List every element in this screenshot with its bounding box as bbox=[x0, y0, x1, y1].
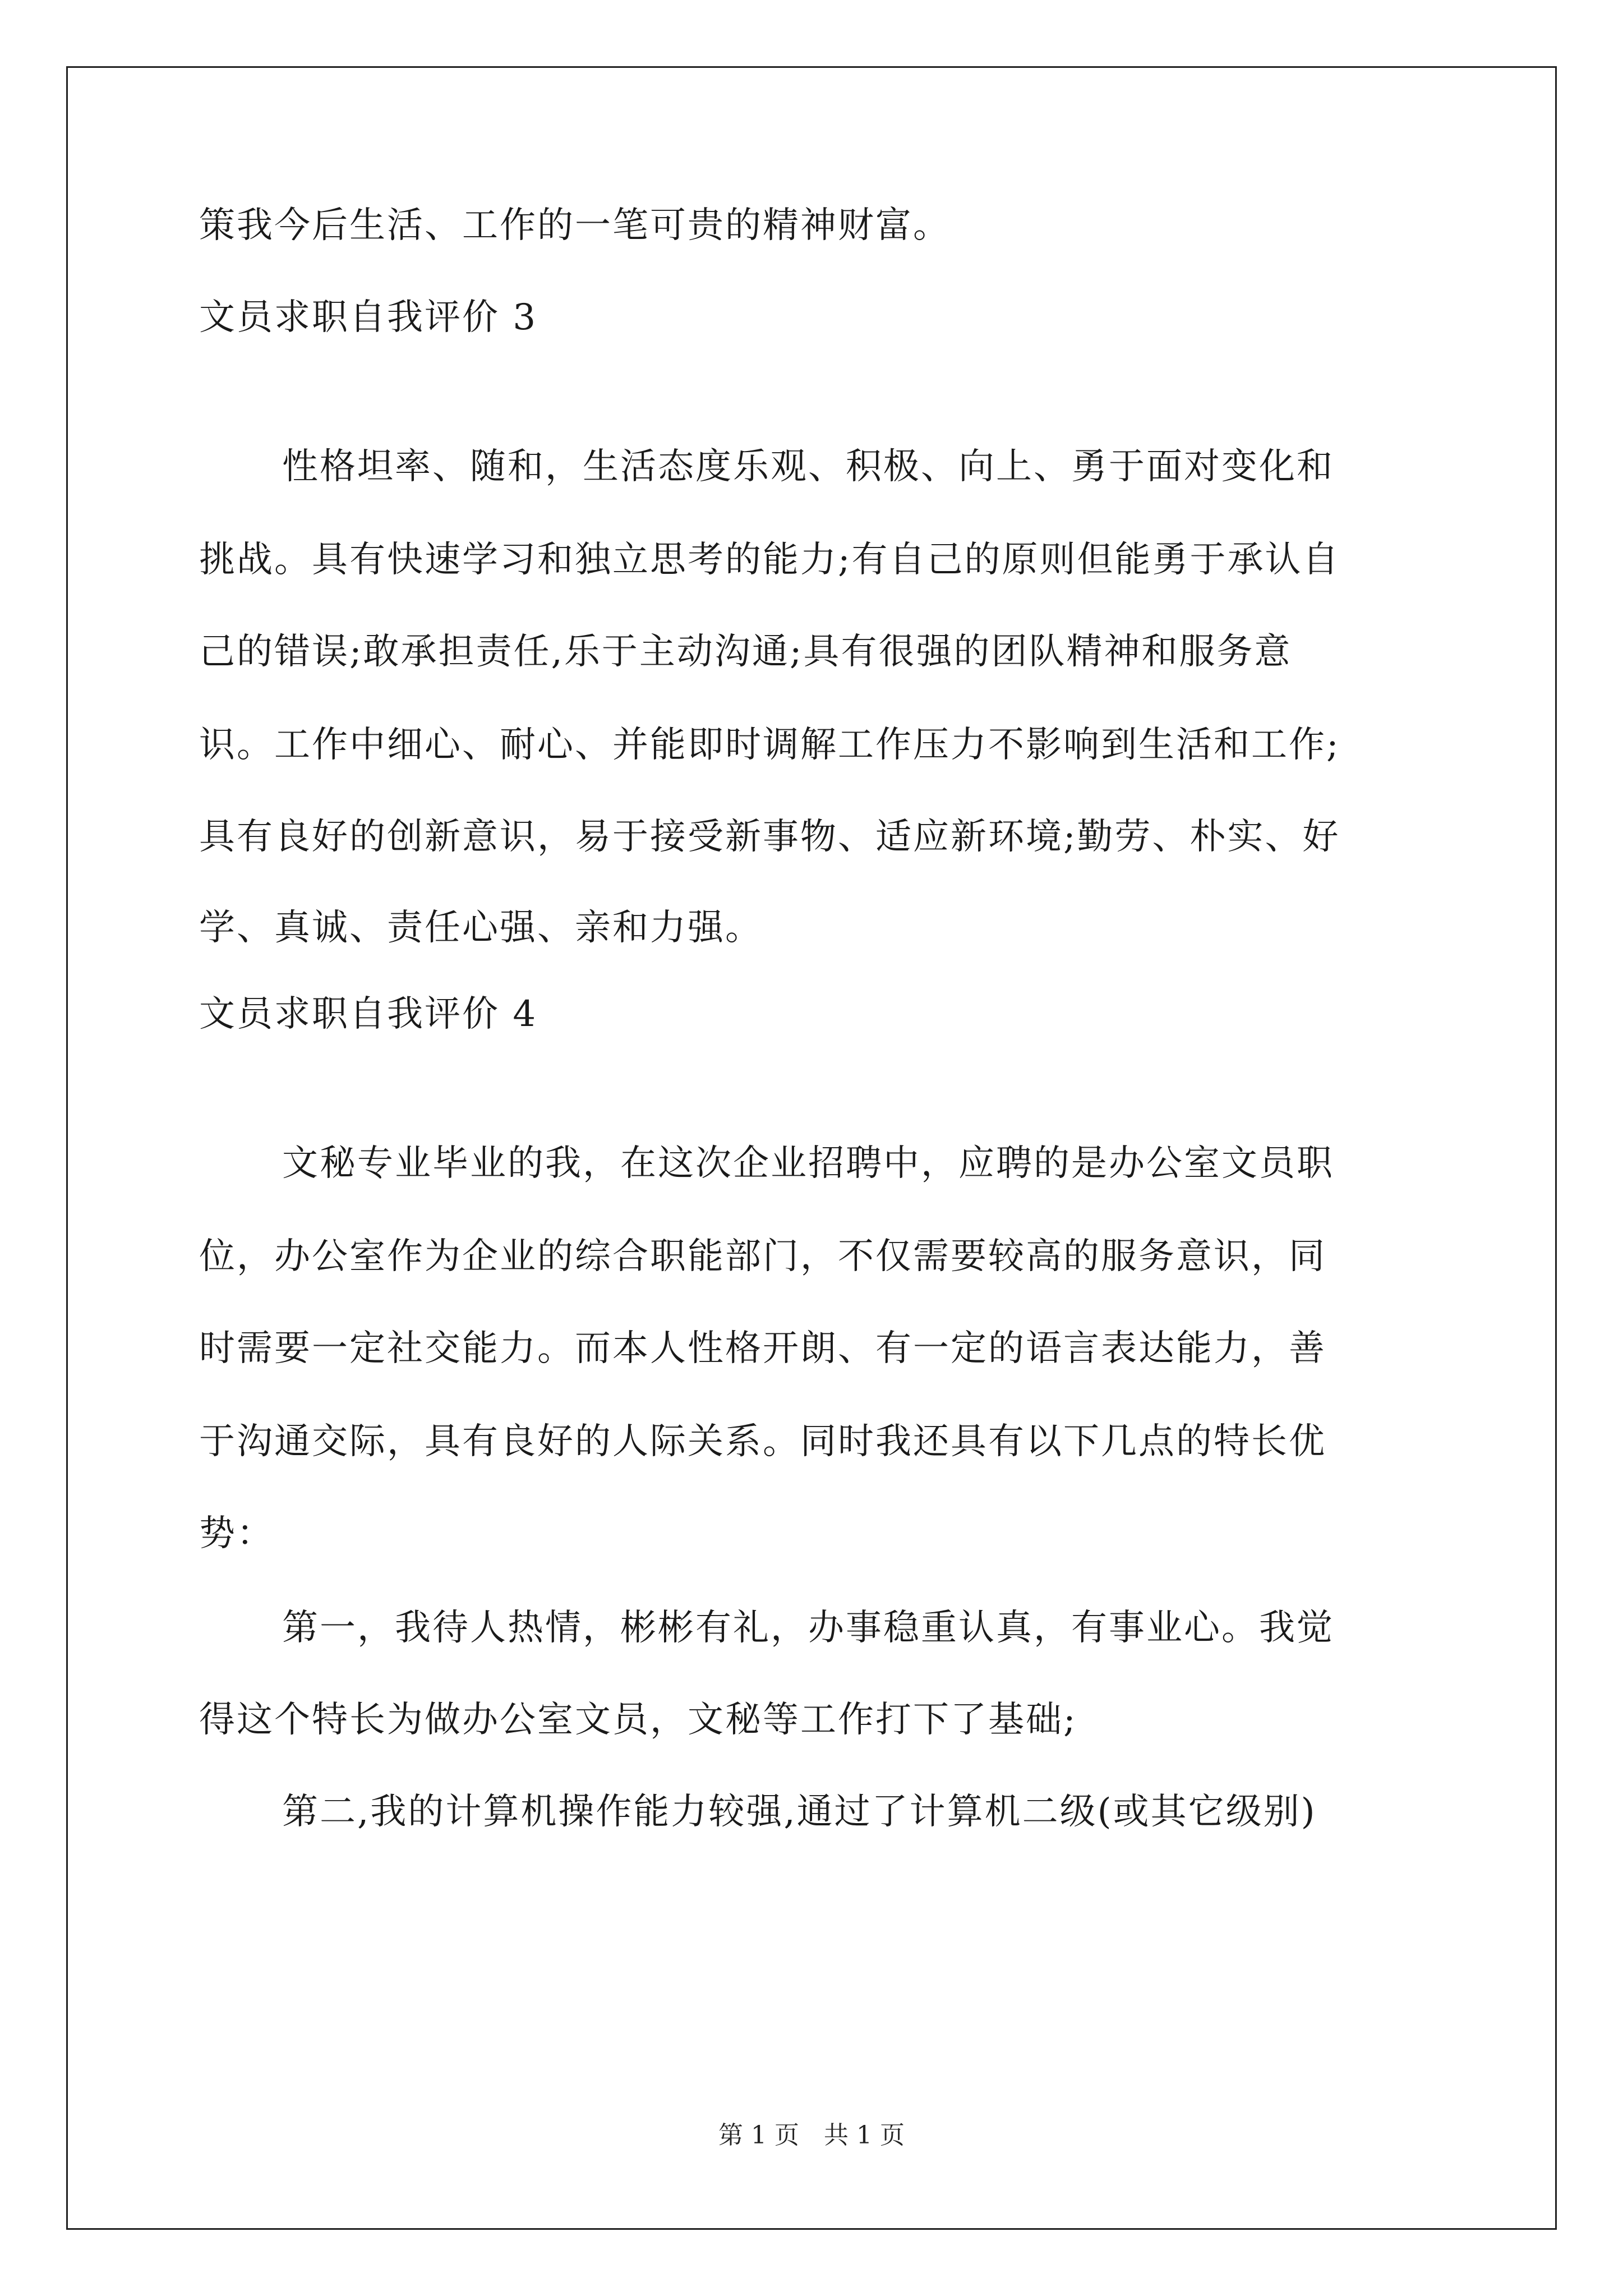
text-line: 位，办公室作为企业的综合职能部门，不仅需要较高的服务意识，同 bbox=[199, 1236, 1326, 1277]
text-line: 性格坦率、随和，生活态度乐观、积极、向上、勇于面对变化和 bbox=[282, 446, 1334, 487]
text-line: 策我今后生活、工作的一笔可贵的精神财富。 bbox=[199, 205, 951, 246]
text-line: 识。工作中细心、耐心、并能即时调解工作压力不影响到生活和工作; bbox=[199, 724, 1340, 766]
text-line: 具有良好的创新意识，易于接受新事物、适应新环境;勤劳、朴实、好 bbox=[199, 816, 1340, 858]
text-line: 挑战。具有快速学习和独立思考的能力;有自己的原则但能勇于承认自 bbox=[199, 539, 1340, 581]
page-number: 第 1 页 共 1 页 bbox=[718, 2121, 905, 2150]
section-heading-4: 文员求职自我评价 4 bbox=[199, 993, 538, 1035]
text-line: 于沟通交际，具有良好的人际关系。同时我还具有以下几点的特长优 bbox=[199, 1421, 1326, 1462]
text-line: 学、真诚、责任心强、亲和力强。 bbox=[199, 907, 763, 949]
text-line: 时需要一定社交能力。而本人性格开朗、有一定的语言表达能力，善 bbox=[199, 1328, 1326, 1369]
text-line: 得这个特长为做办公室文员，文秘等工作打下了基础; bbox=[199, 1699, 1077, 1741]
text-line: 己的错误;敢承担责任,乐于主动沟通;具有很强的团队精神和服务意 bbox=[199, 631, 1292, 673]
text-line: 势： bbox=[199, 1513, 274, 1554]
text-line: 第一，我待人热情，彬彬有礼，办事稳重认真，有事业心。我觉 bbox=[282, 1607, 1334, 1649]
text-line: 文秘专业毕业的我，在这次企业招聘中，应聘的是办公室文员职 bbox=[282, 1143, 1334, 1184]
text-line: 第二,我的计算机操作能力较强,通过了计算机二级(或其它级别) bbox=[282, 1791, 1317, 1833]
section-heading-3: 文员求职自我评价 3 bbox=[199, 297, 538, 338]
